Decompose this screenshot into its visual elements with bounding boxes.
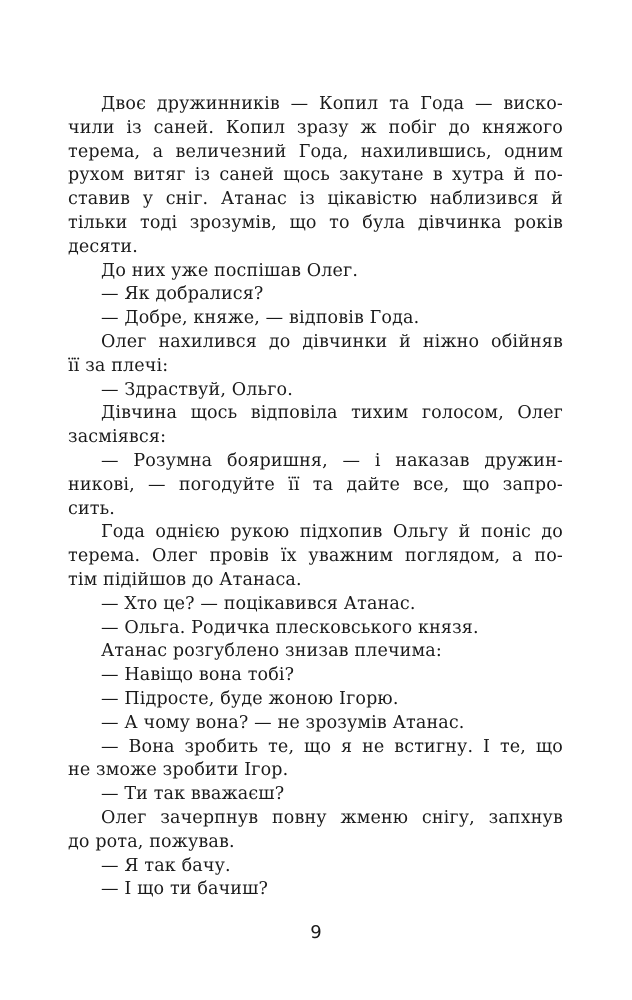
text-line: сить. <box>68 498 115 519</box>
text-line: — Я так бачу. <box>101 855 231 876</box>
text-line: Года однією рукою підхопив Ольгу й поніс до <box>101 522 563 543</box>
text-line: терема, а величезний Года, нахилившись, одним <box>68 141 563 162</box>
body-text <box>68 93 563 902</box>
text-line: — Ольга. Родичка плесковського князя. <box>101 617 479 638</box>
text-line: — Підросте, буде жоною Ігорю. <box>101 688 399 709</box>
text-line: — Здраствуй, Ольго. <box>101 379 293 400</box>
text-line: її за плечі: <box>68 355 169 376</box>
text-line: чили із саней. Копил зразу ж побіг до княжого <box>68 117 563 138</box>
text-line: Олег нахилився до дівчинки й ніжно обійняв <box>101 331 563 352</box>
text-line: тільки тоді зрозумів, що то була дівчинка років <box>68 212 563 233</box>
text-line: — А чому вона? — не зрозумів Атанас. <box>101 712 465 733</box>
text-line: не зможе зробити Ігор. <box>68 760 289 781</box>
text-line: Олег зачерпнув повну жменю снігу, запхнув <box>101 807 563 828</box>
text-line: — Вона зробить те, що я не встигну. І те, що <box>101 736 563 757</box>
text-line: До них уже поспішав Олег. <box>101 260 359 281</box>
text-line: Атанас розгублено знизав плечима: <box>101 641 442 662</box>
text-line: никові, — погодуйте її та дайте все, що запро- <box>68 474 563 495</box>
text-line: — Ти так вважаєш? <box>101 784 285 805</box>
text-line: ставив у сніг. Атанас із цікавістю наблизився й <box>68 189 563 210</box>
text-line: — Хто це? — поцікавився Атанас. <box>101 593 416 614</box>
text-line: десяти. <box>68 236 138 257</box>
text-line: — Розумна бояришня, — і наказав дружин- <box>101 450 563 471</box>
page-number: 9 <box>310 922 322 943</box>
text-line: — І що ти бачиш? <box>101 879 269 900</box>
text-line: тім підійшов до Атанаса. <box>68 569 302 590</box>
text-line: Дівчина щось відповіла тихим голосом, Олег <box>101 403 563 424</box>
text-line: — Як добралися? <box>101 284 264 305</box>
text-line: Двоє дружинників — Копил та Года — виско- <box>101 94 563 114</box>
text-line: до рота, пожував. <box>68 831 235 852</box>
text-line: — Добре, княже, — відповів Года. <box>101 308 420 329</box>
text-line: терема. Олег провів їх уважним поглядом, а по- <box>68 546 563 567</box>
text-line: — Навіщо вона тобі? <box>101 665 295 686</box>
text-line: рухом витяг із саней щось закутане в хутра й по- <box>68 165 563 186</box>
text-line: засміявся: <box>68 427 167 448</box>
